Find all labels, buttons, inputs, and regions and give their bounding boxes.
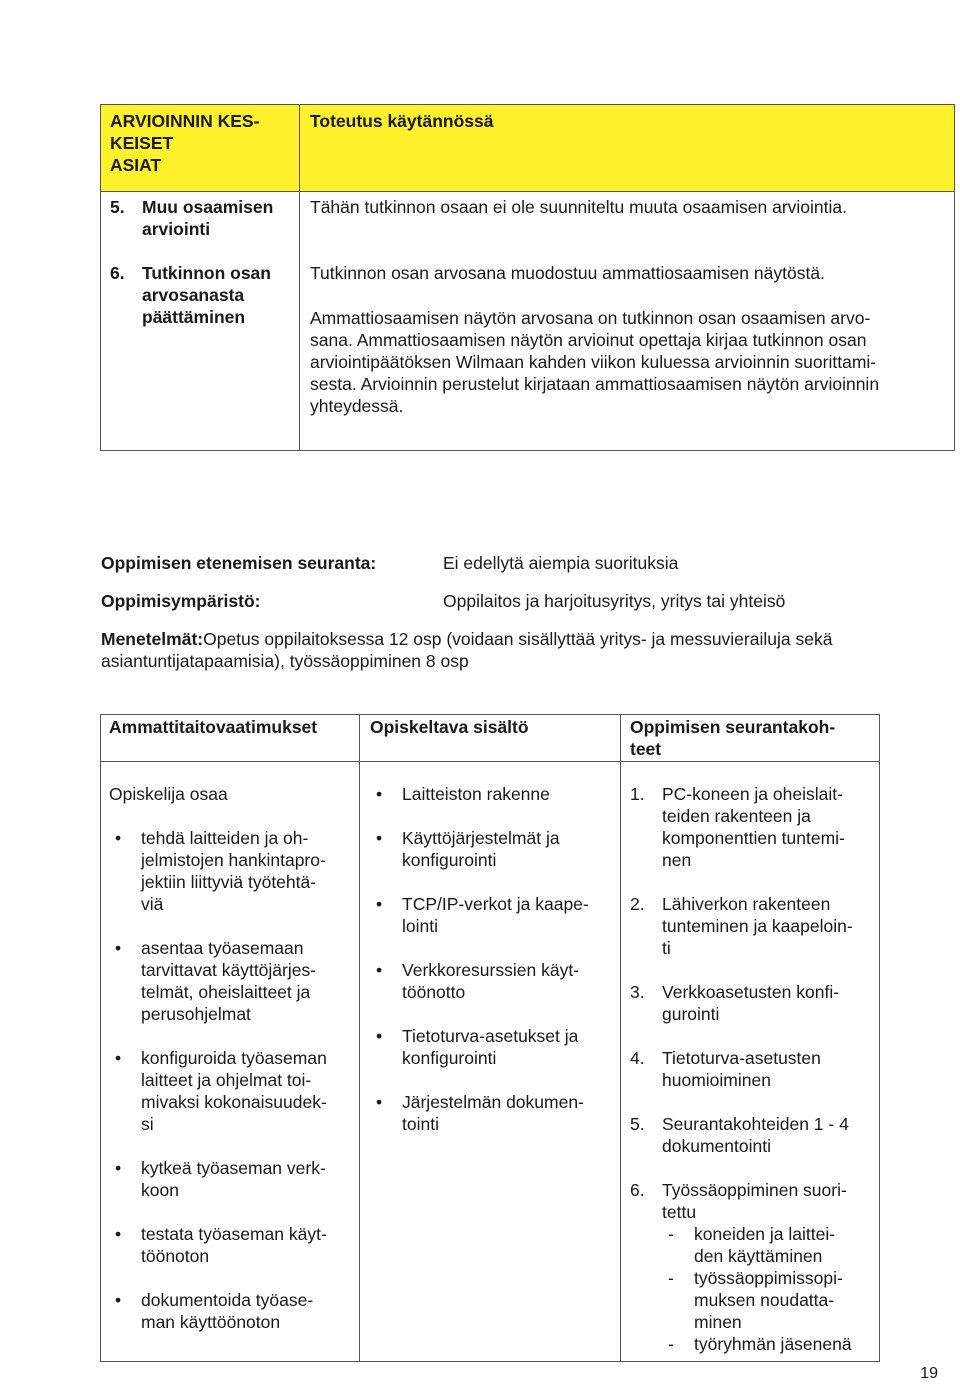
sub-list-item: - työryhmän jäsenenä: [662, 1333, 875, 1355]
skills-table: [100, 714, 880, 1362]
list-item: • asentaa työasemaan tarvittavat käyttöjärjes- telmät, oheislaitteet ja perusohjelmat: [109, 937, 354, 1025]
methods-label: Menetelmät:: [101, 629, 204, 649]
list-item: 1. PC-koneen ja oheislait- teiden rakenteen ja komponenttien tuntemi- nen: [630, 784, 845, 870]
environment-value: Oppilaitos ja harjoitusyritys, yritys tai yhteisö: [443, 591, 786, 611]
list-item: • konfiguroida työaseman laitteet ja ohjelmat toi- mivaksi kokonaisuudek- si: [109, 1047, 354, 1135]
assessment-table: [100, 104, 955, 451]
list-item: 2. Lähiverkon rakenteen tunteminen ja kaapeloin- ti: [630, 894, 853, 958]
list-item: • Laitteiston rakenne: [370, 783, 615, 805]
list-item: • tehdä laitteiden ja oh- jelmistojen hankintapro- jektiin liittyviä työtehtä- viä: [109, 827, 354, 915]
page-number: 19: [920, 1365, 938, 1382]
header-requirements: Ammattitaitovaatimukset: [109, 717, 318, 737]
content-column: [370, 783, 615, 1135]
methods-text: Menetelmät:Opetus oppilaitoksessa 12 osp (voidaan sisällyttää yritys- ja messuvierailuja sekä asiantuntijatapaamisia), työssäoppiminen 8 osp: [101, 629, 833, 671]
row-6-label: 6. Tutkinnon osan arvosanasta päättäminen: [110, 263, 271, 327]
list-item: • testata työaseman käyt- töönoton: [109, 1223, 354, 1267]
list-item: • dokumentoida työase- man käyttöönoton: [109, 1289, 354, 1333]
row-5-text: Tähän tutkinnon osaan ei ole suunniteltu muuta osaamisen arviointia.: [310, 197, 848, 217]
environment-label: Oppimisympäristö:: [101, 591, 261, 611]
tracking-column: [630, 783, 875, 1355]
list-item: 6. Työssäoppiminen suori- tettu - koneiden ja laittei- den käyttäminen - työssäoppimissopi- muksen noudatta- minen - työryhmän jäsenenä: [630, 1179, 875, 1355]
list-item: • Järjestelmän dokumen- tointi: [370, 1091, 615, 1135]
progress-value: Ei edellytä aiempia suorituksia: [443, 553, 679, 573]
row-5-label: 5. Muu osaamisen arviointi: [110, 197, 274, 239]
header-key-issues: ARVIOINNIN KES- KEISET ASIAT: [110, 111, 260, 175]
list-item: • Tietoturva-asetukset ja konfigurointi: [370, 1025, 615, 1069]
sub-list-item: - työssäoppimissopi- muksen noudatta- minen: [662, 1267, 875, 1333]
list-item: • TCP/IP-verkot ja kaape- lointi: [370, 893, 615, 937]
list-item: 4. Tietoturva-asetusten huomioiminen: [630, 1048, 821, 1090]
header-tracking: Oppimisen seurantakoh- teet: [630, 717, 836, 759]
progress-label: Oppimisen etenemisen seuranta:: [101, 553, 377, 573]
list-item: • Käyttöjärjestelmät ja konfigurointi: [370, 827, 615, 871]
sub-list-item: - koneiden ja laittei- den käyttäminen: [662, 1223, 875, 1267]
list-item: 3. Verkkoasetusten konfi- gurointi: [630, 982, 840, 1024]
requirements-column: [109, 783, 354, 1333]
row-6-paragraph-1: Tutkinnon osan arvosana muodostuu ammattiosaamisen näytöstä.: [310, 263, 825, 283]
list-item: • kytkeä työaseman verk- koon: [109, 1157, 354, 1201]
header-implementation: Toteutus käytännössä: [310, 111, 494, 131]
list-item: 5. Seurantakohteiden 1 - 4 dokumentointi: [630, 1114, 849, 1156]
requirements-intro: Opiskelija osaa: [109, 784, 228, 804]
header-content: Opiskeltava sisältö: [370, 717, 529, 737]
list-item: • Verkkoresurssien käyt- töönotto: [370, 959, 615, 1003]
row-6-paragraph-2: Ammattiosaamisen näytön arvosana on tutkinnon osan osaamisen arvo- sana. Ammattiosaamisen näytön arvioinut opettaja kirjaa tutkinnon osan arviointipäätöksen Wilmaan kahden viikon kuluessa arvioinnin suorittami- sesta. Arvioinnin perustelut kirjataan ammattiosaamisen näytön arvioinnin yhteydessä.: [310, 308, 880, 416]
